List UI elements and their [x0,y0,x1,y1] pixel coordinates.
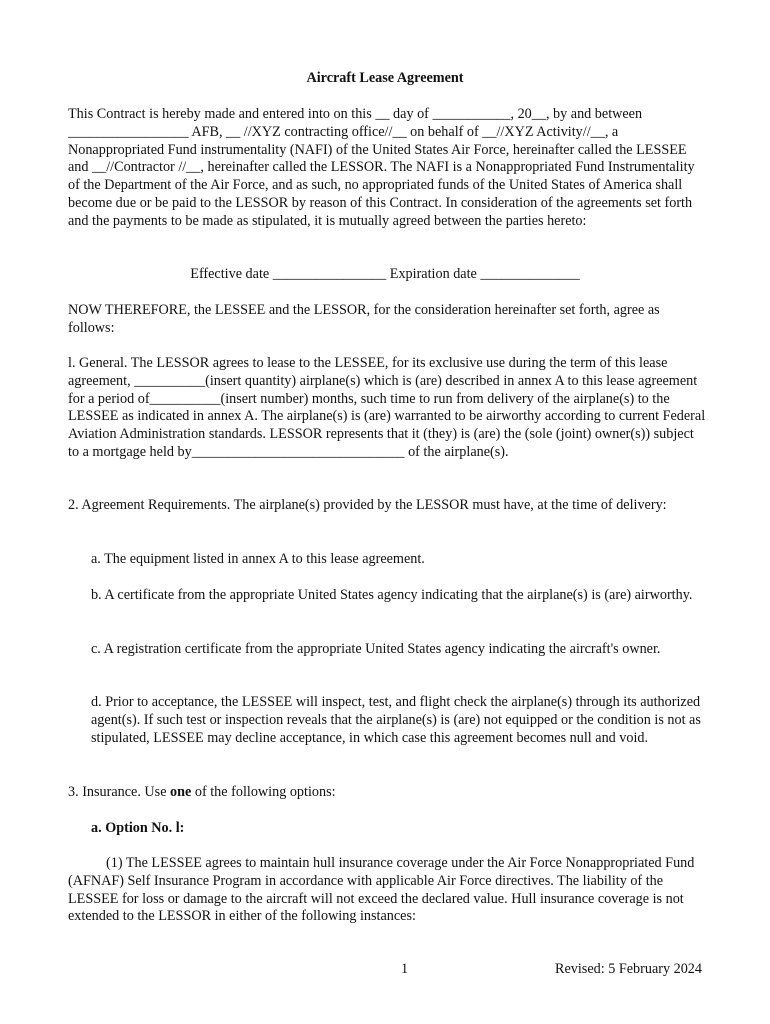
page-number: 1 [401,961,409,977]
requirement-item-c: c. A registration certificate from the appropriate United States agency indicating the aircraft's owner. [91,641,661,657]
requirement-item-d: d. Prior to acceptance, the LESSEE will inspect, test, and flight check the airplane(s) through its authorized agent(s). If such test or inspection reveals that the airplane(s) is (are) not equipped or the condition is not as stipulated, LESSEE may decline acceptance, in which case this agreement becomes null and void. [91,694,701,746]
dates-line: Effective date ________________ Expiration date ______________ [190,266,580,282]
intro-paragraph: This Contract is hereby made and entered into on this __ day of ___________, 20__, by and between _________________ AFB, __ //XYZ contracting office//__ on behalf of __//XYZ Activity//__, a Nonappropriated Fund instrumentality (NAFI) of the United States Air Force, hereinafter called the LESSEE and __//Contractor //__, hereinafter called the LESSOR. The NAFI is a Nonappropriated Fund Instrumentality of the Department of the Air Force, and as such, no appropriated funds of the United States of America shall become due or be paid to the LESSOR by reason of this Contract. In consideration of the agreements set forth and the payments to be made as stipulated, it is mutually agreed between the parties hereto: [68,106,695,229]
requirement-item-b: b. A certificate from the appropriate United States agency indicating that the airplane(s) is (are) airworthy. [91,587,693,603]
requirement-item-a: a. The equipment listed in annex A to this lease agreement. [91,551,425,567]
section-2-requirements: 2. Agreement Requirements. The airplane(s) provided by the LESSOR must have, at the time of delivery: [68,497,667,513]
section-3-insurance [68,784,708,802]
section-1-general: l. General. The LESSOR agrees to lease to the LESSEE, for its exclusive use during the term of this lease agreement, __________(insert quantity) airplane(s) which is (are) described in annex A to this lease agreement for a period of__________(insert number) months, such time to run from delivery of the airplane(s) to the LESSEE as indicated in annex A. The airplane(s) is (are) warranted to be airworthy according to current Federal Aviation Administration standards. LESSOR represents that it (they) is (are) the (sole (joint) owner(s)) subject to a mortgage held by______________________________ of the airplane(s). [68,355,706,460]
option-1-heading: a. Option No. l: [91,820,185,836]
now-therefore-paragraph: NOW THEREFORE, the LESSEE and the LESSOR, for the consideration hereinafter set forth, agree as follows: [68,302,660,336]
section-3-prefix: 3. Insurance. Use [68,784,171,800]
document-title: Aircraft Lease Agreement [306,70,464,86]
option-1-paragraph: (1) The LESSEE agrees to maintain hull insurance coverage under the Air Force Nonappropriated Fund (AFNAF) Self Insurance Program in accordance with applicable Air Force directives. The liability of the LESSEE for loss or damage to the aircraft will not exceed the declared value. Hull insurance coverage is not extended to the LESSOR in either of the following instances: [68,855,695,925]
section-3-emphasis: one [170,784,192,800]
section-3-suffix: of the following options: [191,784,336,800]
revision-date: Revised: 5 February 2024 [555,961,702,977]
